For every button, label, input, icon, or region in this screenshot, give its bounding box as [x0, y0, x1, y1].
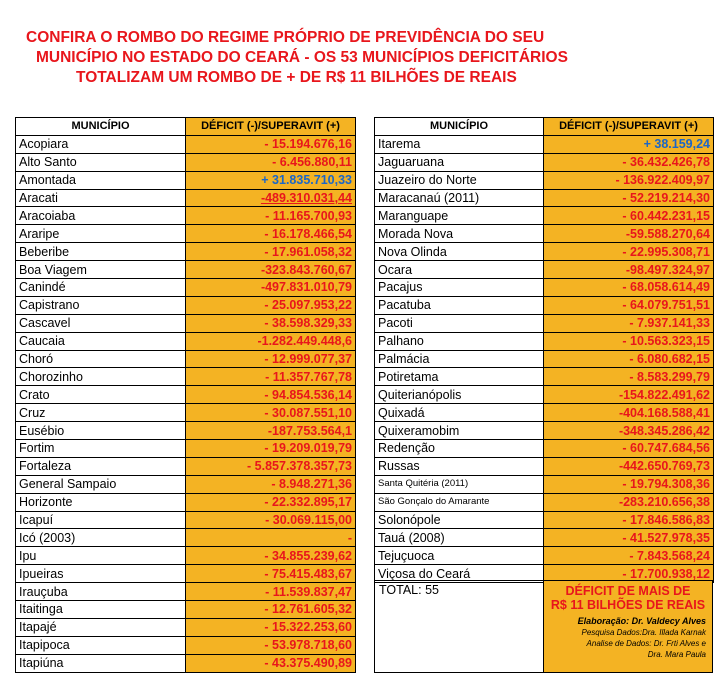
page-title	[0, 28, 726, 88]
municipio-name: Acopiara	[16, 135, 186, 153]
municipio-name: Itapajé	[16, 618, 186, 636]
municipio-name: Redenção	[375, 440, 544, 458]
credit-analise-2: Dra. Mara Paula	[647, 650, 706, 659]
deficit-value: -154.822.491,62	[544, 386, 714, 404]
table-header-row	[375, 118, 714, 136]
table-row	[16, 314, 356, 332]
deficit-value: -348.345.286,42	[544, 422, 714, 440]
municipio-name: Pacatuba	[375, 296, 544, 314]
municipio-name: Maranguape	[375, 207, 544, 225]
municipio-name: Quiterianópolis	[375, 386, 544, 404]
deficit-value: -187.753.564,1	[186, 422, 356, 440]
municipio-name: Fortim	[16, 440, 186, 458]
deficit-value: + 38.159,24	[544, 135, 714, 153]
table-row	[16, 601, 356, 619]
deficit-value: + 31.835.710,33	[186, 171, 356, 189]
municipio-name: Solonópole	[375, 511, 544, 529]
table-row	[16, 547, 356, 565]
deficit-value: - 8.948.271,36	[186, 475, 356, 493]
deficit-value: - 34.855.239,62	[186, 547, 356, 565]
municipio-name: Cascavel	[16, 314, 186, 332]
deficit-value: - 15.194.676,16	[186, 135, 356, 153]
deficit-value: - 68.058.614,49	[544, 279, 714, 297]
municipio-name: Aracoiaba	[16, 207, 186, 225]
municipio-name: Canindé	[16, 279, 186, 297]
deficit-value: - 15.322.253,60	[186, 618, 356, 636]
deficit-value: - 41.527.978,35	[544, 529, 714, 547]
table-row	[375, 547, 714, 565]
table-row	[375, 261, 714, 279]
municipio-name: Irauçuba	[16, 583, 186, 601]
title-line-2: MUNICÍPIO NO ESTADO DO CEARÁ - OS 53 MUNICÍPIOS DEFICITÁRIOS	[36, 49, 568, 66]
municipio-name: Russas	[375, 457, 544, 475]
deficit-value: - 52.219.214,30	[544, 189, 714, 207]
municipio-name: Maracanaú (2011)	[375, 189, 544, 207]
municipio-name: Caucaia	[16, 332, 186, 350]
deficit-value: -59.588.270,64	[544, 225, 714, 243]
municipio-name: Itapiúna	[16, 654, 186, 672]
deficit-value: - 22.332.895,17	[186, 493, 356, 511]
deficit-summary-text: R$ 11 BILHÕES DE REAIS	[550, 598, 706, 612]
total-label: TOTAL: 55	[375, 581, 544, 672]
table-row	[16, 422, 356, 440]
table-row	[16, 189, 356, 207]
deficit-value: - 38.598.329,33	[186, 314, 356, 332]
deficit-value: - 17.846.586,83	[544, 511, 714, 529]
deficit-value: - 7.937.141,33	[544, 314, 714, 332]
municipio-name: Palmácia	[375, 350, 544, 368]
deficit-value: - 22.995.308,71	[544, 243, 714, 261]
municipio-name: Ocara	[375, 261, 544, 279]
deficit-value: -489.310.031,44	[186, 189, 356, 207]
title-line-1: CONFIRA O ROMBO DO REGIME PRÓPRIO DE PREVIDÊNCIA DO SEU	[26, 29, 545, 46]
municipio-name: Morada Nova	[375, 225, 544, 243]
municipio-name: Beberibe	[16, 243, 186, 261]
deficit-value: - 6.080.682,15	[544, 350, 714, 368]
municipio-name: Horizonte	[16, 493, 186, 511]
table-row	[375, 171, 714, 189]
table-row	[375, 225, 714, 243]
deficit-value: -1.282.449.448,6	[186, 332, 356, 350]
deficit-value: - 10.563.323,15	[544, 332, 714, 350]
municipio-name: Cruz	[16, 404, 186, 422]
deficit-value: - 16.178.466,54	[186, 225, 356, 243]
credit-pesquisa: Pesquisa Dados:Dra. Illada Karnak	[581, 628, 706, 637]
table-row	[16, 636, 356, 654]
deficit-value: - 30.069.115,00	[186, 511, 356, 529]
municipio-name: Tejuçuoca	[375, 547, 544, 565]
valor-header: DÉFICIT (-)/SUPERAVIT (+)	[186, 118, 356, 136]
deficit-value: - 12.761.605,32	[186, 601, 356, 619]
deficit-value: -442.650.769,73	[544, 457, 714, 475]
municipio-name: Icapuí	[16, 511, 186, 529]
deficit-summary-line1: DÉFICIT DE MAIS DE	[565, 584, 691, 598]
table-row	[16, 583, 356, 601]
municipio-name: Pacajus	[375, 279, 544, 297]
deficit-value: - 17.961.058,32	[186, 243, 356, 261]
table-row	[16, 261, 356, 279]
municipio-name: Alto Santo	[16, 153, 186, 171]
deficit-value: - 60.747.684,56	[544, 440, 714, 458]
table-row	[16, 153, 356, 171]
table-row	[16, 135, 356, 153]
table-row	[16, 386, 356, 404]
municipio-name: Ipueiras	[16, 565, 186, 583]
total-summary	[544, 581, 712, 672]
table-row	[16, 529, 356, 547]
deficit-value: - 43.375.490,89	[186, 654, 356, 672]
municipio-header: MUNICÍPIO	[16, 118, 186, 136]
municipio-name: Potiretama	[375, 368, 544, 386]
credit-analise: Analise de Dados: Dr. Frti Alves e	[586, 639, 706, 648]
table-row	[16, 475, 356, 493]
municipio-name: Itaitinga	[16, 601, 186, 619]
table-row	[16, 350, 356, 368]
municipio-name: Capistrano	[16, 296, 186, 314]
table-row	[16, 511, 356, 529]
table-header-row	[16, 118, 356, 136]
table-row	[16, 279, 356, 297]
table-row	[16, 332, 356, 350]
deficit-value: -497.831.010,79	[186, 279, 356, 297]
deficit-summary-line2	[544, 598, 712, 612]
table-row	[375, 404, 714, 422]
deficit-value: - 12.999.077,37	[186, 350, 356, 368]
municipio-name: Santa Quitéria (2011)	[375, 475, 544, 493]
municipio-name: Amontada	[16, 171, 186, 189]
municipio-name: Choró	[16, 350, 186, 368]
deficit-value: - 64.079.751,51	[544, 296, 714, 314]
municipio-name: Itapipoca	[16, 636, 186, 654]
deficit-value: - 53.978.718,60	[186, 636, 356, 654]
municipio-name: Nova Olinda	[375, 243, 544, 261]
deficit-value: - 19.209.019,79	[186, 440, 356, 458]
table-row	[375, 350, 714, 368]
table-row	[375, 529, 714, 547]
table-row	[16, 207, 356, 225]
municipio-name: General Sampaio	[16, 475, 186, 493]
table-row	[16, 243, 356, 261]
municipio-name: Fortaleza	[16, 457, 186, 475]
total-box	[374, 580, 713, 673]
municipio-name: Ipu	[16, 547, 186, 565]
table-row	[375, 189, 714, 207]
table-row	[375, 279, 714, 297]
table-row	[375, 368, 714, 386]
municipio-name: Eusébio	[16, 422, 186, 440]
table-row	[375, 332, 714, 350]
deficit-value: -283.210.656,38	[544, 493, 714, 511]
table-row	[375, 422, 714, 440]
table-row	[16, 565, 356, 583]
table-row	[375, 135, 714, 153]
deficit-value: - 19.794.308,36	[544, 475, 714, 493]
title-line-3: TOTALIZAM UM ROMBO DE + DE R$ 11 BILHÕES DE REAIS	[76, 69, 517, 86]
deficit-value: - 11.357.767,78	[186, 368, 356, 386]
table-row	[16, 457, 356, 475]
municipio-name: Quixeramobim	[375, 422, 544, 440]
municipio-name: Itarema	[375, 135, 544, 153]
deficit-value: - 94.854.536,14	[186, 386, 356, 404]
table-row	[375, 440, 714, 458]
table-row	[375, 207, 714, 225]
deficit-value: -323.843.760,67	[186, 261, 356, 279]
municipio-name: Viçosa do Ceará	[375, 565, 544, 583]
deficit-value: - 75.415.483,67	[186, 565, 356, 583]
municipio-name: São Gonçalo do Amarante	[375, 493, 544, 511]
table-row	[375, 243, 714, 261]
table-row	[375, 457, 714, 475]
table-row	[375, 386, 714, 404]
deficit-value: - 11.539.837,47	[186, 583, 356, 601]
table-row	[375, 153, 714, 171]
table-row	[16, 296, 356, 314]
municipio-name: Chorozinho	[16, 368, 186, 386]
table-row	[16, 171, 356, 189]
table-row	[16, 404, 356, 422]
table-row	[375, 296, 714, 314]
municipio-name: Juazeiro do Norte	[375, 171, 544, 189]
deficit-value: - 7.843.568,24	[544, 547, 714, 565]
municipio-name: Aracati	[16, 189, 186, 207]
table-row	[375, 511, 714, 529]
municipio-name: Quixadá	[375, 404, 544, 422]
deficit-value: - 25.097.953,22	[186, 296, 356, 314]
municipio-name: Araripe	[16, 225, 186, 243]
table-row	[16, 225, 356, 243]
municipio-name: Palhano	[375, 332, 544, 350]
deficit-value: - 136.922.409,97	[544, 171, 714, 189]
municipio-name: Tauá (2008)	[375, 529, 544, 547]
municipio-name: Jaguaruana	[375, 153, 544, 171]
table-row	[16, 368, 356, 386]
municipio-header: MUNICÍPIO	[375, 118, 544, 136]
table-row	[16, 654, 356, 672]
valor-header: DÉFICIT (-)/SUPERAVIT (+)	[544, 118, 714, 136]
deficit-value: - 6.456.880,11	[186, 153, 356, 171]
table-row	[375, 493, 714, 511]
table-row	[16, 493, 356, 511]
credit-elaboracao: Elaboração: Dr. Valdecy Alves	[577, 616, 706, 626]
left-municipality-table	[15, 117, 356, 673]
deficit-value: -	[186, 529, 356, 547]
deficit-value: - 36.432.426,78	[544, 153, 714, 171]
municipio-name: Boa Viagem	[16, 261, 186, 279]
right-municipality-table	[374, 117, 714, 583]
deficit-value: - 60.442.231,15	[544, 207, 714, 225]
deficit-value: - 8.583.299,79	[544, 368, 714, 386]
municipio-name: Icó (2003)	[16, 529, 186, 547]
deficit-value: - 17.700.938,12	[544, 565, 714, 583]
municipio-name: Crato	[16, 386, 186, 404]
deficit-value: - 5.857.378.357,73	[186, 457, 356, 475]
deficit-value: - 30.087.551,10	[186, 404, 356, 422]
municipio-name: Pacoti	[375, 314, 544, 332]
table-row	[375, 475, 714, 493]
deficit-value: -404.168.588,41	[544, 404, 714, 422]
table-row	[375, 314, 714, 332]
deficit-value: - 11.165.700,93	[186, 207, 356, 225]
table-row	[16, 440, 356, 458]
table-row	[16, 618, 356, 636]
deficit-value: -98.497.324,97	[544, 261, 714, 279]
